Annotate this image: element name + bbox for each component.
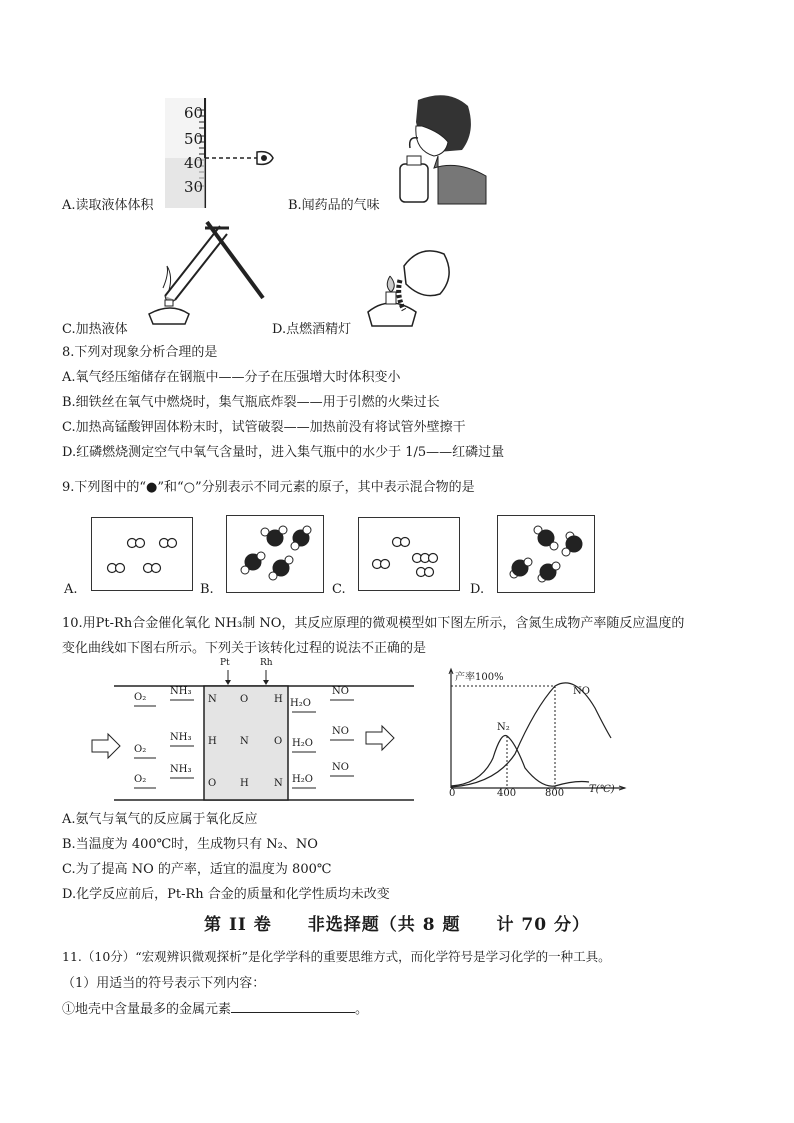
graph-tick-400: 400 <box>497 788 517 799</box>
q11-item1 <box>62 998 368 1017</box>
grid-atom-2-2: N <box>240 736 249 747</box>
product-no-3: NO <box>332 762 349 773</box>
q10-stem-line1: 10.用Pt-Rh合金催化氧化 NH₃制 NO，其反应原理的微观模型如下图左所示，含氮生成物产率随反应温度的 <box>62 616 685 631</box>
reactant-o2-2: O₂ <box>134 744 147 755</box>
option-d-label: D.点燃酒精灯 <box>272 322 352 337</box>
option-b-label: B.闻药品的气味 <box>288 198 380 213</box>
graduated-cylinder-illustration <box>165 98 285 208</box>
molecule-box-b <box>226 515 324 593</box>
q10-stem-line2: 变化曲线如下图右所示。下列关于该转化过程的说法不正确的是 <box>62 641 427 656</box>
q10-option-b: B.当温度为 400℃时，生成物只有 N₂、NO <box>62 837 318 852</box>
q8-stem: 8.下列对现象分析合理的是 <box>62 345 218 360</box>
heating-liquid-illustration <box>145 218 270 326</box>
lighting-lamp-illustration <box>360 236 460 328</box>
molecule-box-d <box>497 515 595 593</box>
product-no-2: NO <box>332 726 349 737</box>
graph-curve-no-label: NO <box>573 686 590 697</box>
grid-atom-3-2: H <box>240 778 249 789</box>
graph-curve-n2-label: N₂ <box>497 722 510 733</box>
graph-x-label: T(℃) <box>589 784 615 795</box>
q9-label-c: C. <box>332 582 346 597</box>
molecule-box-c <box>358 517 460 591</box>
q10-option-a: A.氨气与氧气的反应属于氧化反应 <box>62 812 258 827</box>
graph-tick-800: 800 <box>545 788 565 799</box>
grid-atom-2-3: O <box>274 736 283 747</box>
reactant-o2-3: O₂ <box>134 774 147 785</box>
q11-item1-text: ①地壳中含量最多的金属元素 <box>62 1002 232 1017</box>
q11-stem: 11.（10分）“宏观辨识微观探析”是化学学科的重要思维方式，而化学符号是学习化学的一种工具。 <box>62 949 611 964</box>
q9-stem: 9.下列图中的“●”和“○”分别表示不同元素的原子，其中表示混合物的是 <box>62 480 475 495</box>
catalyst-pt-label: Pt <box>220 658 230 668</box>
grid-atom-2-1: H <box>208 736 217 747</box>
q10-option-c: C.为了提高 NO 的产率，适宜的温度为 800℃ <box>62 862 332 877</box>
graph-origin-label: 0 <box>449 788 456 799</box>
catalyst-rh-label: Rh <box>260 658 273 668</box>
grid-atom-1-3: H <box>274 694 283 705</box>
product-no-1: NO <box>332 686 349 697</box>
q8-option-b: B.细铁丝在氧气中燃烧时，集气瓶底炸裂——用于引燃的火柴过长 <box>62 395 440 410</box>
q9-label-a: A. <box>64 582 78 597</box>
product-h2o-3: H₂O <box>292 774 313 785</box>
cylinder-tick-60: 60 <box>184 104 204 122</box>
grid-atom-1-1: N <box>208 694 217 705</box>
q11-item1-answer-blank[interactable] <box>231 1000 355 1013</box>
molecule-box-a <box>91 517 193 591</box>
reactant-nh3-3: NH₃ <box>170 764 192 775</box>
cylinder-tick-40: 40 <box>184 154 204 172</box>
section-title: 第 II 卷 非选择题（共 8 题 计 70 分） <box>204 915 590 935</box>
cylinder-tick-30: 30 <box>184 178 204 196</box>
q8-option-c: C.加热高锰酸钾固体粉末时，试管破裂——加热前没有将试管外壁擦干 <box>62 420 466 435</box>
q9-label-d: D. <box>470 582 485 597</box>
q11-item1-end: 。 <box>355 1002 369 1017</box>
grid-atom-1-2: O <box>240 694 249 705</box>
option-a-label: A.读取液体体积 <box>62 198 154 213</box>
product-h2o-1: H₂O <box>290 698 311 709</box>
graph-y-label: 产率100% <box>455 672 504 683</box>
cylinder-tick-50: 50 <box>184 130 204 148</box>
q11-sub1: （1）用适当的符号表示下列内容： <box>62 976 266 991</box>
q8-option-a: A.氧气经压缩储存在钢瓶中——分子在压强增大时体积变小 <box>62 370 401 385</box>
reaction-model-diagram <box>90 660 418 806</box>
reactant-nh3-1: NH₃ <box>170 686 192 697</box>
grid-atom-3-1: O <box>208 778 217 789</box>
grid-atom-3-3: N <box>274 778 283 789</box>
reactant-nh3-2: NH₃ <box>170 732 192 743</box>
q8-option-d: D.红磷燃烧测定空气中氧气含量时，进入集气瓶中的水少于 1/5——红磷过量 <box>62 445 505 460</box>
product-h2o-2: H₂O <box>292 738 313 749</box>
q9-label-b: B. <box>200 582 214 597</box>
yield-temperature-graph <box>445 668 635 800</box>
smelling-boy-illustration <box>398 92 490 204</box>
option-c-label: C.加热液体 <box>62 322 128 337</box>
reactant-o2-1: O₂ <box>134 692 147 703</box>
q10-option-d: D.化学反应前后，Pt-Rh 合金的质量和化学性质均未改变 <box>62 887 390 902</box>
